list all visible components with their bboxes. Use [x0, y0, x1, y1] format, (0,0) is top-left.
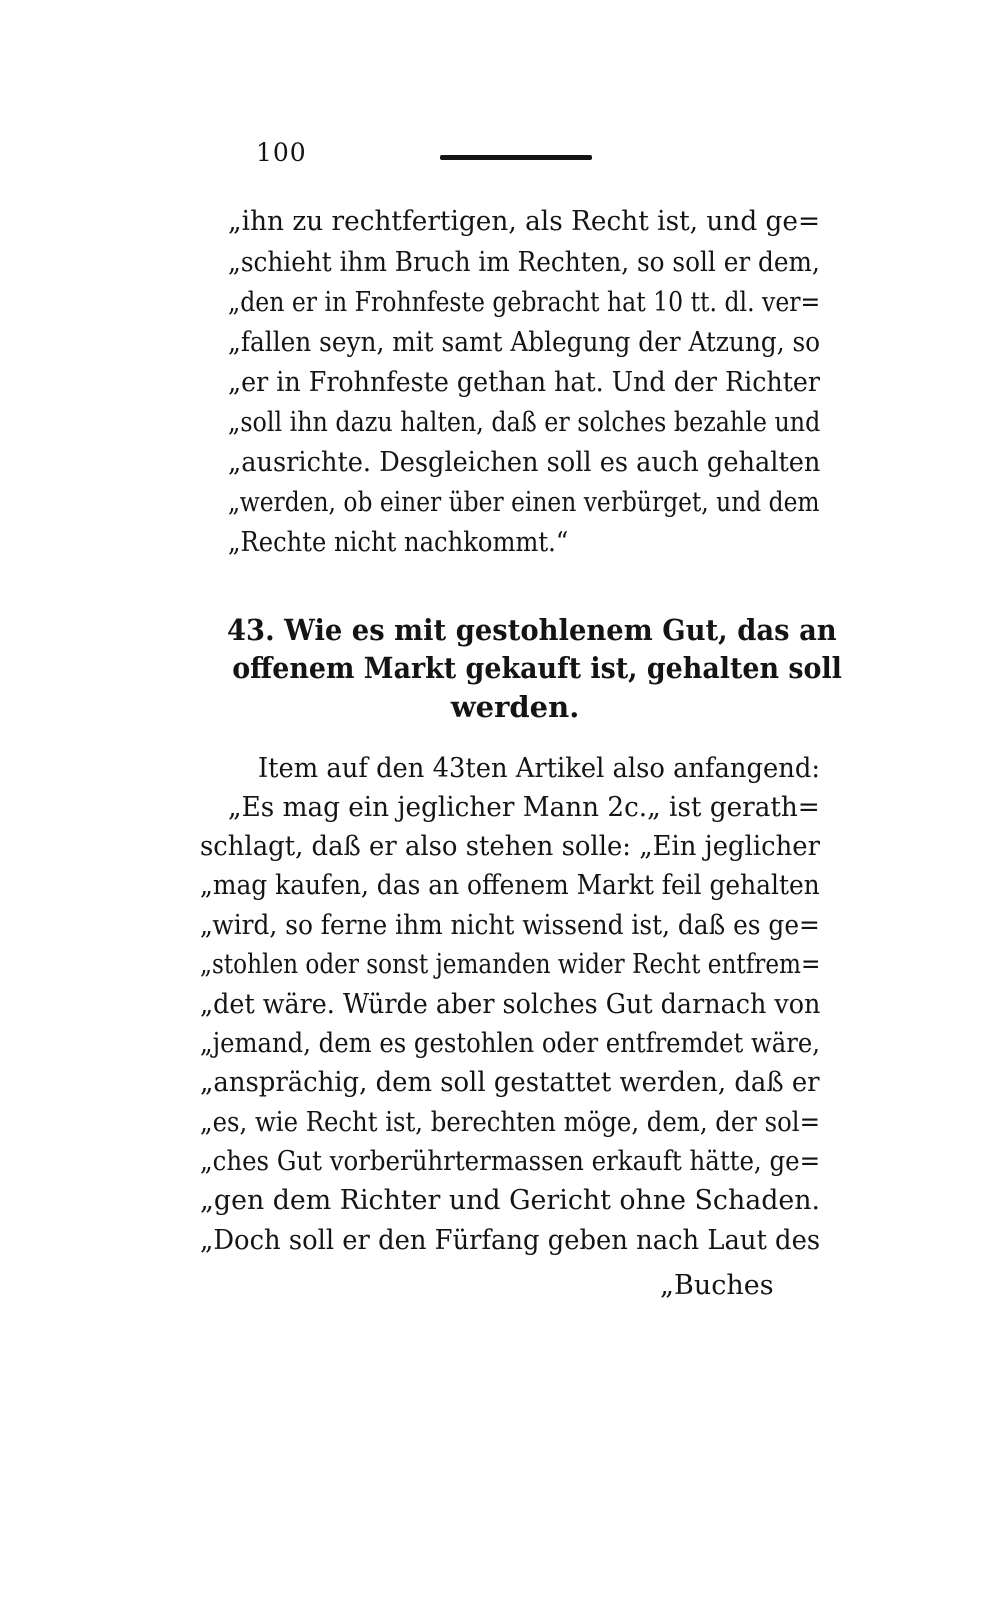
text-line: „fallen seyn, mit samt Ablegung der Atzung, so: [228, 327, 821, 358]
page-number: 100: [256, 138, 307, 167]
text-line: „det wäre. Würde aber solches Gut darnach von: [200, 989, 821, 1020]
text-line: „jemand, dem es gestohlen oder entfremdet wäre,: [200, 1028, 821, 1059]
text-line: schlagt, daß er also stehen solle: „Ein jeglicher: [200, 831, 820, 862]
text-line: „den er in Frohnfeste gebracht hat 10 tt. dl. ver=: [228, 287, 821, 318]
text-line: „mag kaufen, das an offenem Markt feil gehalten: [200, 870, 820, 901]
text-line: „Rechte nicht nachkommt.“: [228, 527, 569, 558]
text-line: „wird, so ferne ihm nicht wissend ist, daß es ge=: [200, 910, 820, 941]
text-line: „ausrichte. Desgleichen soll es auch gehalten: [228, 447, 821, 478]
header-rule: [440, 155, 592, 160]
text-line: „er in Frohnfeste gethan hat. Und der Richter: [228, 367, 821, 398]
text-line: „stohlen oder sonst jemanden wider Recht entfrem=: [200, 949, 821, 980]
text-line: „Doch soll er den Fürfang geben nach Laut des: [200, 1225, 821, 1256]
text-line: „soll ihn dazu halten, daß er solches bezahle und: [228, 407, 821, 438]
text-line: „gen dem Richter und Gericht ohne Schaden.: [200, 1185, 821, 1216]
text-line: Item auf den 43ten Artikel also anfangend:: [258, 753, 821, 784]
catchword: „Buches: [660, 1270, 774, 1301]
text-line: „ansprächig, dem soll gestattet werden, daß er: [200, 1067, 820, 1098]
heading-line: offenem Markt gekauft ist, gehalten soll: [232, 651, 842, 685]
text-line: „schieht ihm Bruch im Rechten, so soll er dem,: [228, 247, 820, 278]
heading-line: werden.: [450, 690, 580, 724]
text-line: „werden, ob einer über einen verbürget, und dem: [228, 487, 820, 518]
heading-line: 43. Wie es mit gestohlenem Gut, das an: [226, 613, 837, 647]
text-line: „ihn zu rechtfertigen, als Recht ist, und ge=: [228, 206, 821, 237]
text-line: „Es mag ein jeglicher Mann 2c.„ ist gerath=: [228, 792, 820, 823]
text-line: „es, wie Recht ist, berechten möge, dem, der sol=: [200, 1107, 820, 1138]
text-line: „ches Gut vorberührtermassen erkauft hätte, ge=: [200, 1146, 821, 1177]
